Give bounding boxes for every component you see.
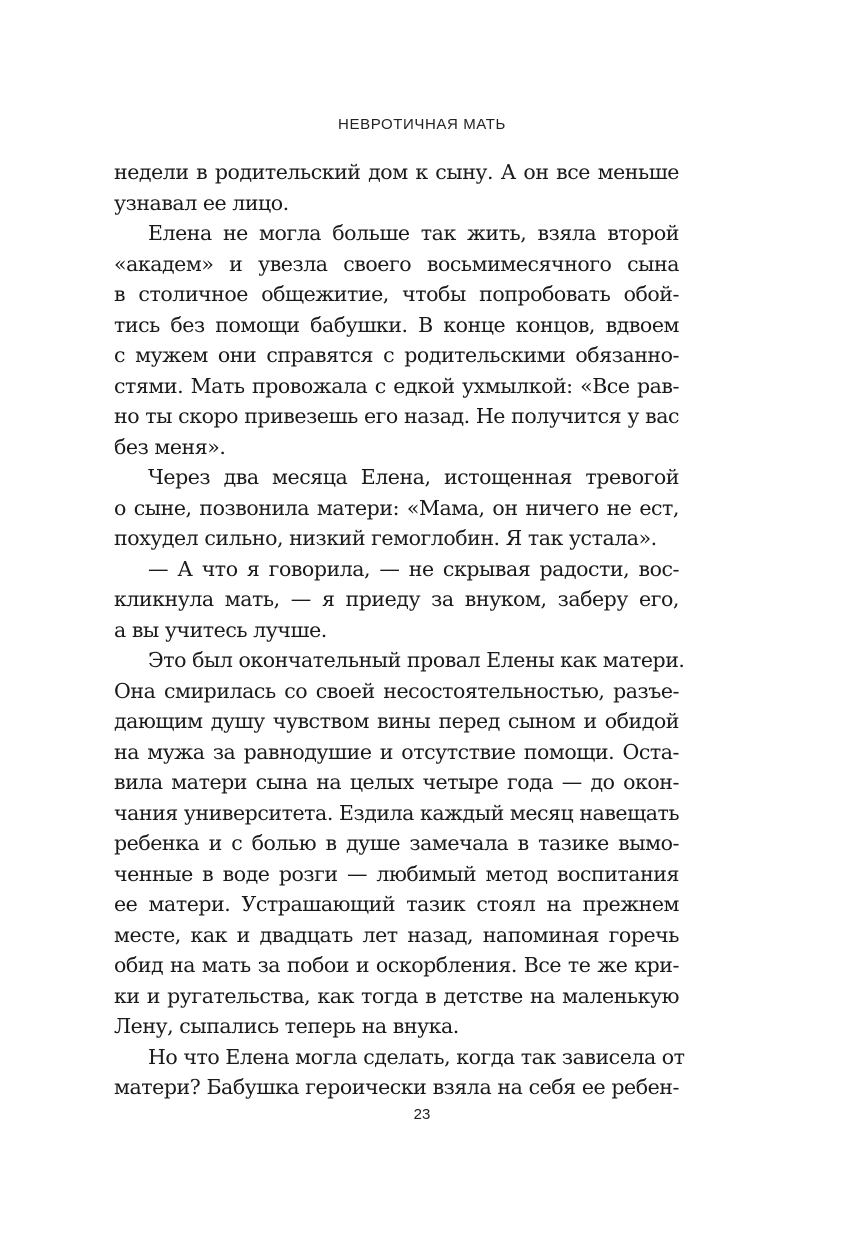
text-line: «академ» и увезла своего восьмимесячного сына [114,251,679,276]
body-text [114,157,685,1103]
running-head-title: НЕВРОТИЧНАЯ МАТЬ [338,116,506,133]
text-line: без меня». [114,434,226,459]
text-line: Но что Елена могла сделать, когда так зависела от [148,1044,685,1069]
text-line: Это был окончательный провал Елены как матери. [148,648,685,672]
text-line: Через два месяца Елена, истощенная тревогой [148,465,679,489]
text-line: ченные в воде розги — любимый метод воспитания [114,861,679,886]
text-line: на мужа за равнодушие и отсутствие помощи. Оста- [114,739,679,764]
page-number: 23 [413,1106,431,1123]
text-line: в столичное общежитие, чтобы попробовать обой- [114,282,679,306]
text-line: о сыне, позвонила матери: «Мама, он ничего не ест, [114,495,679,520]
text-line: похудел сильно, низкий гемоглобин. Я так устала». [114,526,657,550]
text-line: Елена не могла больше так жить, взяла второй [148,221,679,245]
text-line: месте, как и двадцать лет назад, напоминая горечь [114,922,679,947]
text-line: узнавал ее лицо. [114,190,289,215]
text-line: тись без помощи бабушки. В конце концов, вдвоем [114,312,679,337]
text-line: ки и ругательства, как тогда в детстве на маленькую [114,983,679,1008]
text-line: а вы учитесь лучше. [114,617,327,642]
text-line: — А что я говорила, — не скрывая радости, вос- [148,556,679,581]
text-line: вила матери сына на целых четыре года — до окон- [114,770,679,794]
text-line: обид на мать за побои и оскорбления. Все те же кри- [114,953,679,977]
text-line: ее матери. Устрашающий тазик стоял на прежнем [114,892,679,916]
text-line: Она смирилась со своей несостоятельностью, разъе- [114,678,679,703]
text-line: стями. Мать провожала с едкой ухмылкой: «Все рав- [114,373,679,398]
text-line: недели в родительский дом к сыну. А он все меньше [114,160,679,184]
text-line: матери? Бабушка героически взяла на себя ее ребен- [114,1075,679,1099]
text-line: чания университета. Ездила каждый месяц навещать [114,800,680,825]
text-line: с мужем они справятся с родительскими обязанно- [114,343,679,367]
text-line: Лену, сыпались теперь на внука. [114,1014,459,1038]
text-line: но ты скоро привезешь его назад. Не получится у вас [114,404,679,428]
text-line: ребенка и с болью в душе замечала в тазике вымо- [114,831,679,855]
text-line: кликнула мать, — я приеду за внуком, заберу его, [114,587,679,611]
text-line: дающим душу чувством вины перед сыном и обидой [114,709,679,733]
